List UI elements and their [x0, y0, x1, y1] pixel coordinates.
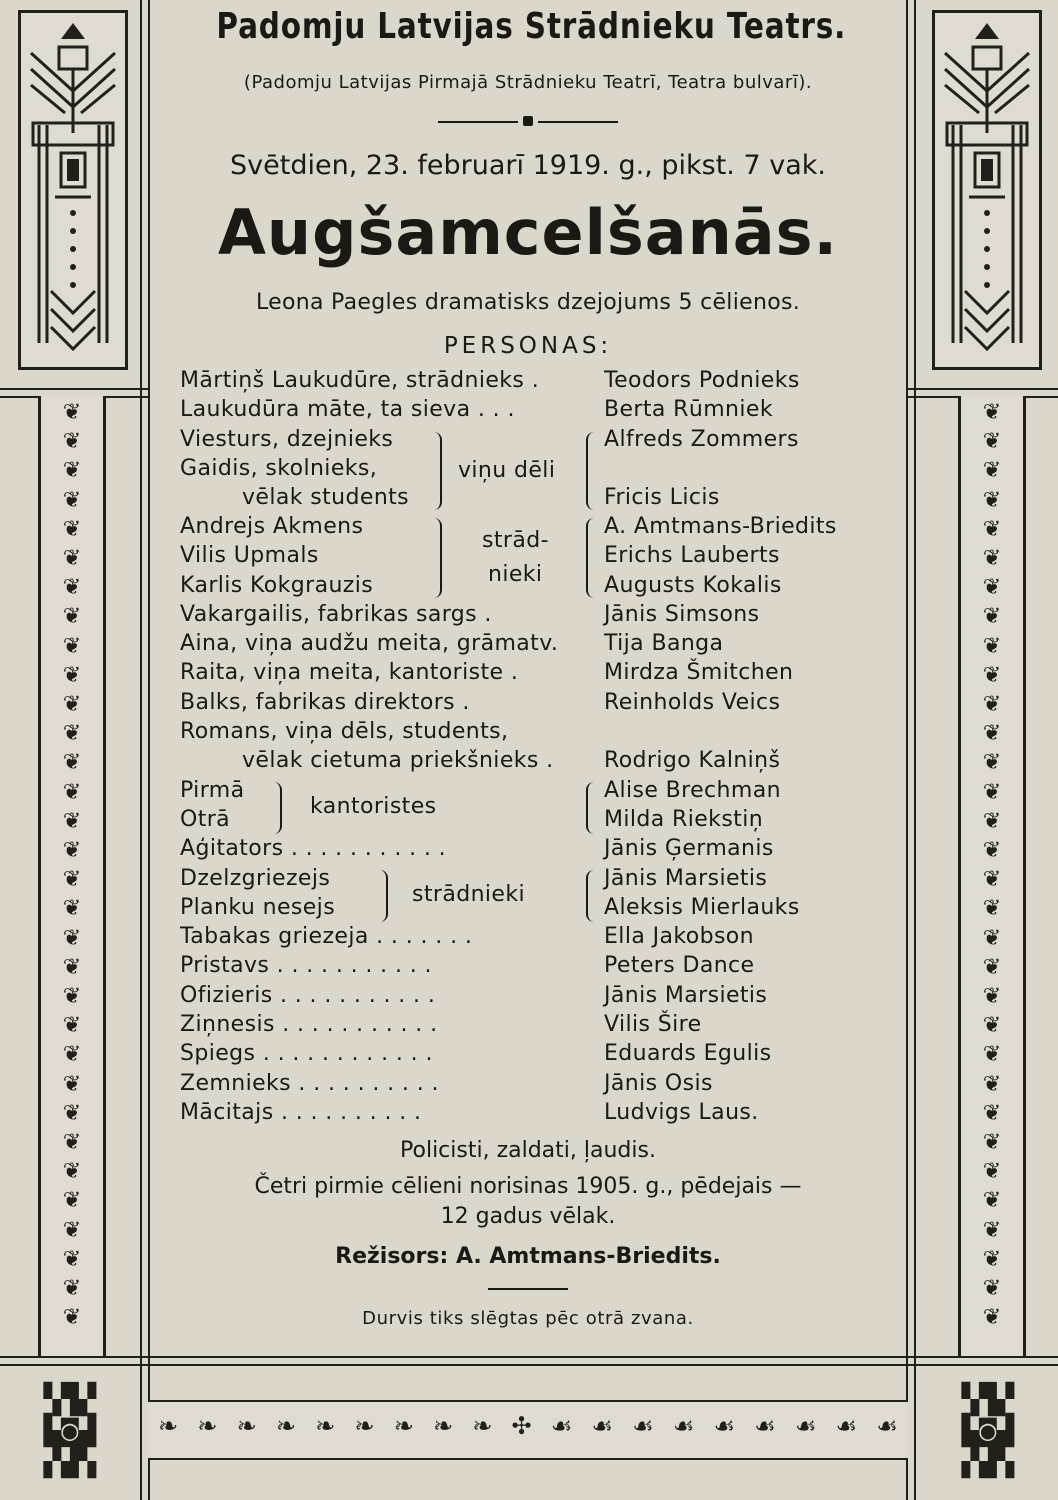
border-line	[0, 388, 150, 390]
leaf-vine-icon: ❦ ❦ ❦ ❦ ❦ ❦ ❦ ❦ ❦ ❦ ❦ ❦ ❦ ❦ ❦ ❦ ❦ ❦ ❦ ❦ ❦ ❦ ❦ ❦ ❦ ❦ ❦ ❦ ❦ ❦ ❦ ❦	[62, 400, 82, 1331]
brace	[434, 518, 442, 598]
corner-motif-icon: ▚▜▞ ▙◙▟ ▞▟▚	[43, 1382, 97, 1478]
brace	[586, 432, 594, 510]
group-label: strādnieki	[412, 882, 526, 907]
cast-actor: Alfreds Zommers	[604, 427, 799, 452]
cast-actor: Augusts Kokalis	[604, 573, 782, 598]
cast-actor: Mirdza Šmitchen	[604, 660, 794, 685]
group-label: viņu dēli	[458, 458, 556, 483]
cast-actor: Jānis Ģermanis	[604, 836, 774, 861]
border-line	[908, 388, 1058, 390]
leaf-border-bottom	[148, 1400, 908, 1460]
play-subtitle: Leona Paegles dramatisks dzejojums 5 cēlienos.	[255, 290, 801, 315]
cast-actor: Rodrigo Kalniņš	[604, 748, 781, 773]
leaf-vine-icon: ❦ ❦ ❦ ❦ ❦ ❦ ❦ ❦ ❦ ❦ ❦ ❦ ❦ ❦ ❦ ❦ ❦ ❦ ❦ ❦ ❦ ❦ ❦ ❦ ❦ ❦ ❦ ❦ ❦ ❦ ❦ ❦	[982, 400, 1002, 1331]
setting-note: 12 gadus vēlak.	[440, 1204, 616, 1229]
leaf-border-right	[958, 396, 1026, 1356]
cast-role: Otrā	[180, 807, 231, 832]
cast-role: Laukudūra māte, ta sieva . . .	[180, 397, 515, 422]
corner-motif-icon: ▚▜▞ ▙◙▟ ▞▟▚	[961, 1382, 1015, 1478]
brace	[434, 432, 442, 510]
cast-actor: Jānis Marsietis	[604, 983, 768, 1008]
cast-actor: Jānis Marsietis	[604, 866, 768, 891]
brace	[586, 870, 594, 922]
performance-date: Svētdien, 23. februarī 1919. g., pikst. 7 vak.	[230, 150, 826, 181]
cast-role: Ofizieris . . . . . . . . . . .	[180, 983, 436, 1008]
doors-notice: Durvis tiks slēgtas pēc otrā zvana.	[362, 1308, 694, 1329]
divider-ornament-icon	[523, 116, 533, 126]
leaf-vine-icon: ❧ ❧ ❧ ❧ ❧ ❧ ❧ ❧ ❧ ✣ ☙ ☙ ☙ ☙ ☙ ☙ ☙ ☙ ☙	[158, 1412, 898, 1440]
cast-actor: Reinholds Veics	[604, 690, 781, 715]
cast-role: Vilis Upmals	[180, 543, 319, 568]
cast-role: Vakargailis, fabrikas sargs .	[180, 602, 492, 627]
cast-actor: Ludvigs Laus.	[604, 1100, 759, 1125]
cast-actor: Eduards Egulis	[604, 1041, 772, 1066]
cast-actor: Alise Brechman	[604, 778, 781, 803]
cast-actor: Vilis Šire	[604, 1012, 702, 1037]
cast-actor: Berta Rūmniek	[604, 397, 773, 422]
tree-ornament-icon	[21, 13, 125, 367]
cast-role: Ziņnesis . . . . . . . . . . .	[180, 1012, 438, 1037]
cast-actor: Fricis Licis	[604, 485, 720, 510]
cast-role: Tabakas griezeja . . . . . . .	[180, 924, 473, 949]
group-label: strād-	[482, 528, 549, 553]
play-title: Augšamcelšanās.	[217, 196, 839, 269]
cast-actor: Tija Banga	[604, 631, 724, 656]
brace	[380, 870, 388, 922]
border-line	[914, 0, 916, 1500]
cast-actor: Ella Jakobson	[604, 924, 755, 949]
cast-role: Karlis Kokgrauzis	[180, 573, 374, 598]
cast-role: Mārtiņš Laukudūre, strādnieks .	[180, 368, 540, 393]
cast-role: Pristavs . . . . . . . . . . .	[180, 953, 432, 978]
cast-actor: Milda Riekstiņ	[604, 807, 764, 832]
cast-role: Planku nesejs	[180, 895, 336, 920]
cast-role: Viesturs, dzejnieks	[180, 427, 394, 452]
group-label: nieki	[488, 562, 543, 587]
cast-role: Andrejs Akmens	[180, 514, 364, 539]
program-column	[148, 0, 908, 1400]
cast-actor: Teodors Podnieks	[604, 368, 800, 393]
leaf-border-left	[38, 396, 106, 1356]
cast-actor: Peters Dance	[604, 953, 755, 978]
group-label: kantoristes	[310, 794, 437, 819]
cast-role: Romans, viņa dēls, students,	[180, 719, 509, 744]
divider	[488, 1288, 568, 1290]
cast-actor: Aleksis Mierlauks	[604, 895, 800, 920]
cast-role: Spiegs . . . . . . . . . . . .	[180, 1041, 433, 1066]
divider	[438, 121, 518, 123]
cast-actor: A. Amtmans-Briedits	[604, 514, 837, 539]
divider	[538, 121, 618, 123]
brace	[586, 518, 594, 598]
tree-ornament-icon	[935, 13, 1039, 367]
cast-role: Mācitajs . . . . . . . . . .	[180, 1100, 422, 1125]
extras-line: Policisti, zaldati, ļaudis.	[400, 1138, 656, 1163]
cast-role: Aina, viņa audžu meita, grāmatv.	[180, 631, 559, 656]
cast-actor: Jānis Osis	[604, 1071, 713, 1096]
border-line	[140, 0, 142, 1500]
setting-note: Četri pirmie cēlieni norisinas 1905. g., pēdejais —	[254, 1174, 802, 1199]
cast-role: vēlak cietuma priekšnieks .	[242, 748, 554, 773]
ornament-panel-left	[18, 10, 128, 370]
brace	[586, 782, 594, 834]
cast-role: Pirmā	[180, 778, 245, 803]
cast-actor: Erichs Lauberts	[604, 543, 780, 568]
cast-role: vēlak students	[242, 485, 410, 510]
cast-role: Dzelzgriezejs	[180, 866, 331, 891]
cast-role: Gaidis, skolnieks,	[180, 456, 378, 481]
cast-actor: Jānis Simsons	[604, 602, 760, 627]
cast-role: Zemnieks . . . . . . . . . .	[180, 1071, 439, 1096]
brace	[274, 782, 282, 834]
cast-role: Raita, viņa meita, kantoriste .	[180, 660, 519, 685]
venue-subtitle: (Padomju Latvijas Pirmajā Strādnieku Teatrī, Teatra bulvarī).	[243, 72, 813, 93]
director-credit: Režisors: A. Amtmans-Briedits.	[335, 1244, 721, 1269]
persons-heading: PERSONAS:	[443, 333, 613, 359]
cast-role: Balks, fabrikas direktors .	[180, 690, 470, 715]
cast-role: Aģitators . . . . . . . . . . .	[180, 836, 447, 861]
ornament-panel-right	[932, 10, 1042, 370]
theatre-title: Padomju Latvijas Strādnieku Teatrs.	[216, 6, 847, 47]
